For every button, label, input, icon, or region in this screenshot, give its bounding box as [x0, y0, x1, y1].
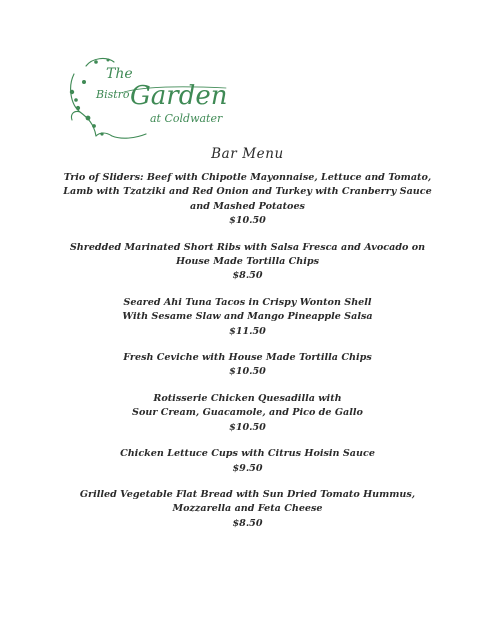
- menu-item: [40, 171, 455, 229]
- menu-item-description: Rotisserie Chicken Quesadilla with: [153, 392, 342, 404]
- leaf-icon: [74, 98, 78, 102]
- menu-item-description: Grilled Vegetable Flat Bread with Sun Dried Tomato Hummus,: [79, 488, 416, 500]
- logo-graphic: [66, 52, 236, 142]
- menu-item-description: House Made Tortilla Chips: [175, 256, 320, 268]
- leaf-icon: [82, 80, 86, 84]
- menu-item-description: Chicken Lettuce Cups with Citrus Hoisin Sauce: [120, 448, 375, 460]
- menu-item-price: $9.50: [232, 462, 263, 474]
- menu-item-description: Shredded Marinated Short Ribs with Salsa Fresca and Avocado on: [69, 241, 426, 253]
- vine-flourish: [86, 59, 114, 66]
- leaf-icon: [107, 59, 110, 62]
- menu-item-description: Lamb with Tzatziki and Red Onion and Turkey with Cranberry Sauce: [63, 186, 432, 198]
- menu-item-description: Trio of Sliders: Beef with Chipotle Mayonnaise, Lettuce and Tomato,: [63, 172, 432, 183]
- menu-item-description: and Mashed Potatoes: [190, 200, 305, 212]
- leaf-icon: [94, 60, 98, 64]
- bistro-garden-logo: [66, 52, 236, 142]
- logo-word-at-coldwater: at Coldwater: [150, 112, 223, 125]
- menu-item-description: Sour Cream, Guacamole, and Pico de Gallo: [132, 407, 363, 419]
- menu-item: [40, 296, 455, 339]
- vine-flourish: [71, 111, 80, 120]
- page-title: Bar Menu: [211, 146, 284, 162]
- menu-item: [40, 241, 455, 284]
- menu-item: [40, 447, 455, 476]
- menu-item-description: Mozzarella and Feta Cheese: [172, 503, 323, 515]
- menu-item-description: With Sesame Slaw and Mango Pineapple Salsa: [122, 311, 373, 323]
- menu-item-price: $11.50: [229, 325, 266, 337]
- menu-item: [40, 351, 455, 380]
- leaf-icon: [76, 106, 80, 110]
- leaf-icon: [100, 132, 103, 135]
- logo-word-bistro: Bistro: [96, 88, 130, 101]
- menu-item-price: $8.50: [232, 270, 263, 282]
- menu-item-price: $8.50: [232, 517, 263, 529]
- menu-item-price: $10.50: [229, 421, 266, 433]
- menu-list: [40, 171, 455, 543]
- menu-item-description: Seared Ahi Tuna Tacos in Crispy Wonton Shell: [123, 296, 372, 308]
- leaf-icon: [92, 124, 96, 128]
- leaf-icon: [86, 116, 91, 121]
- menu-item-price: $10.50: [229, 215, 266, 227]
- menu-item-price: $10.50: [229, 366, 266, 378]
- logo-word-the: The: [106, 66, 133, 82]
- menu-item: [40, 392, 455, 435]
- logo-word-garden: Garden: [130, 81, 228, 111]
- leaf-icon: [70, 90, 74, 94]
- menu-item: [40, 488, 455, 531]
- menu-item-description: Fresh Ceviche with House Made Tortilla Chips: [123, 352, 372, 364]
